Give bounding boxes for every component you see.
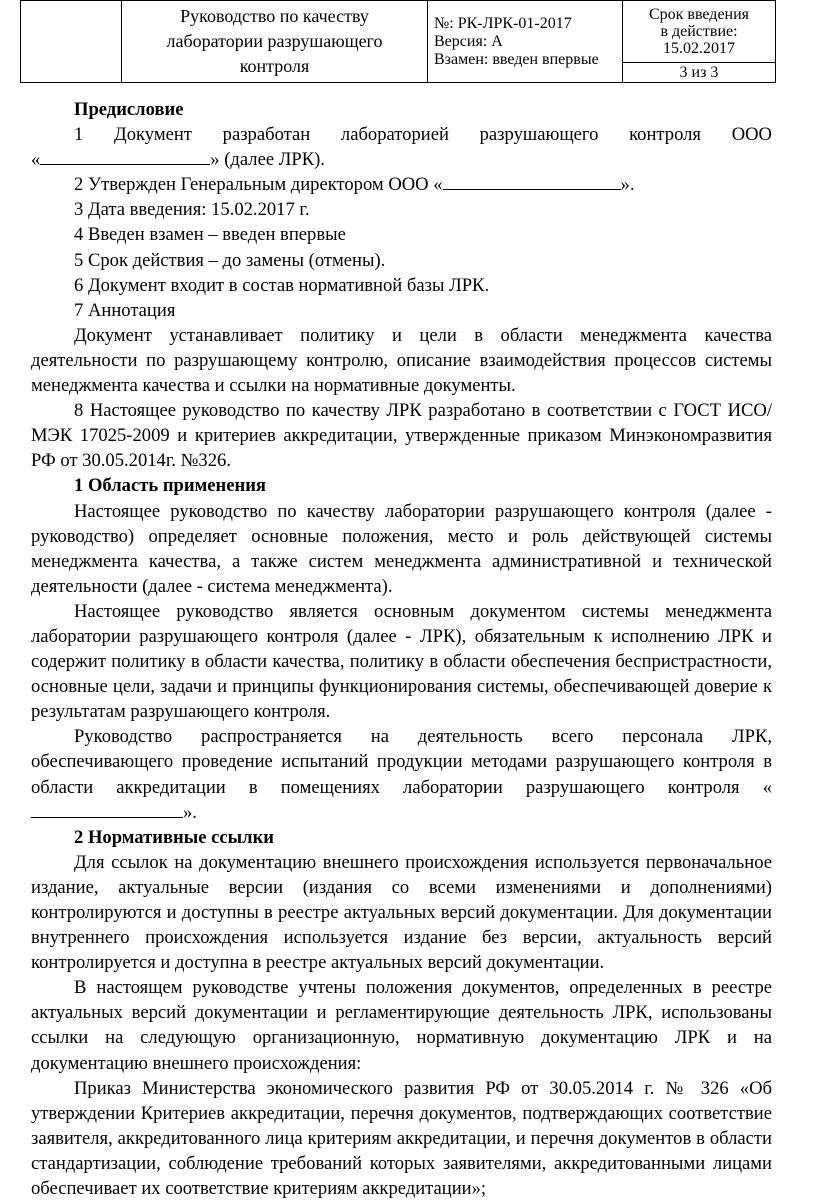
effective-date-cell	[623, 1, 776, 63]
effective-date: 15.02.2017	[663, 40, 735, 57]
effective-label: Срок введения	[648, 6, 750, 23]
paragraph: Настоящее руководство является основным документом системы менеджмента лаборатории разрушающего контроля (далее - ЛРК), обязательным к исполнению ЛРК и содержит политику в области качества, политику в области обеспечения беспристрастности, основные цели, задачи и принципы функционирования системы, обеспечивающей доверие к результатам разрушающего контроля.	[31, 600, 772, 723]
paragraph: 6 Документ входит в состав нормативной базы ЛРК.	[74, 274, 490, 296]
paragraph	[31, 172, 772, 197]
paragraph-text: ».	[620, 174, 635, 196]
document-number: №: РК-ЛРК-01-2017	[434, 14, 572, 32]
paragraph-text: » (далее ЛРК).	[210, 149, 325, 171]
section-heading: 2 Нормативные ссылки	[74, 826, 275, 848]
paragraph: 4 Введен взамен – введен впервые	[74, 224, 346, 246]
blank-field	[31, 802, 183, 818]
effective-label: в действие:	[660, 23, 738, 40]
document-title-line: лаборатории разрушающего	[166, 31, 383, 51]
blank-field	[40, 149, 210, 165]
page-number: 3 из 3	[623, 63, 776, 83]
section-heading: Предисловие	[74, 99, 184, 120]
paragraph: В настоящем руководстве учтены положения документов, определенных в реестре актуальных версий документации и регламентирующие деятельность ЛРК, использованы ссылки на следующую организационную, нормативную документацию ЛРК и на документацию внешнего происхождения:	[31, 977, 772, 1074]
paragraph: 7 Аннотация	[74, 299, 176, 321]
document-body	[31, 97, 772, 1201]
document-version: Версия: А	[434, 32, 503, 50]
document-title-cell	[122, 1, 428, 83]
logo-cell	[21, 1, 122, 83]
paragraph: Документ устанавливает политику и цели в области менеджмента качества деятельности по разрушающему контролю, описание взаимодействия процессов системы менеджмента качества и ссылки на нормативные документы.	[31, 324, 772, 397]
paragraph	[31, 147, 772, 172]
document-title-line: контроля	[239, 56, 310, 76]
paragraph	[31, 724, 772, 824]
paragraph: 8 Настоящее руководство по качеству ЛРК разработано в соответствии с ГОСТ ИСО/МЭК 17025-2009 и критериев аккредитации, утвержденные приказом Минэкономразвития РФ от 30.05.2014г. №326.	[31, 400, 772, 472]
quote-open: «	[31, 149, 41, 171]
document-title-line: Руководство по качеству	[180, 6, 369, 26]
paragraph: Для ссылок на документацию внешнего происхождения используется первоначальное издание, актуальные версии (издания со всеми изменениями и дополнениями) контролируются и доступны в реестре актуальных версий документации. Для документации внутреннего происхождения используется издание без версии, актуальность версий контролируется и доступна в реестре актуальных версий документации.	[31, 851, 772, 974]
document-number-cell	[428, 1, 623, 83]
paragraph-text: Руководство распространяется на деятельность всего персонала ЛРК, обеспечивающего проведение испытаний продукции методами разрушающего контроля в области аккредитации в помещениях лаборатории разрушающего контроля «	[31, 726, 772, 798]
section-heading: 1 Область применения	[74, 475, 266, 497]
paragraph: 1 Документ разработан лабораторией разрушающего контроля ООО	[74, 124, 772, 146]
paragraph: 5 Срок действия – до замены (отмены).	[74, 249, 386, 271]
paragraph: 3 Дата введения: 15.02.2017 г.	[74, 199, 310, 221]
paragraph-text: ».	[183, 801, 197, 823]
paragraph-text: 2 Утвержден Генеральным директором ООО «	[74, 174, 443, 196]
blank-field	[443, 174, 621, 190]
document-header-table	[20, 0, 776, 83]
document-replaces: Взамен: введен впервые	[434, 50, 599, 68]
paragraph: Приказ Министерства экономического развития РФ от 30.05.2014 г. № 326 «Об утверждении Критериев аккредитации, перечня документов, подтверждающих соответствие заявителя, аккредитованного лица критериям аккредитации, и перечня документов в области стандартизации, соблюдение требований которых заявителями, аккредитованными лицами обеспечивает их соответствие критериям аккредитации»;	[31, 1077, 772, 1200]
paragraph: Настоящее руководство по качеству лаборатории разрушающего контроля (далее - руководство) определяет основные положения, место и роль действующей системы менеджмента качества, а также систем менеджмента административной и технической деятельности (далее - система менеджмента).	[31, 500, 772, 597]
